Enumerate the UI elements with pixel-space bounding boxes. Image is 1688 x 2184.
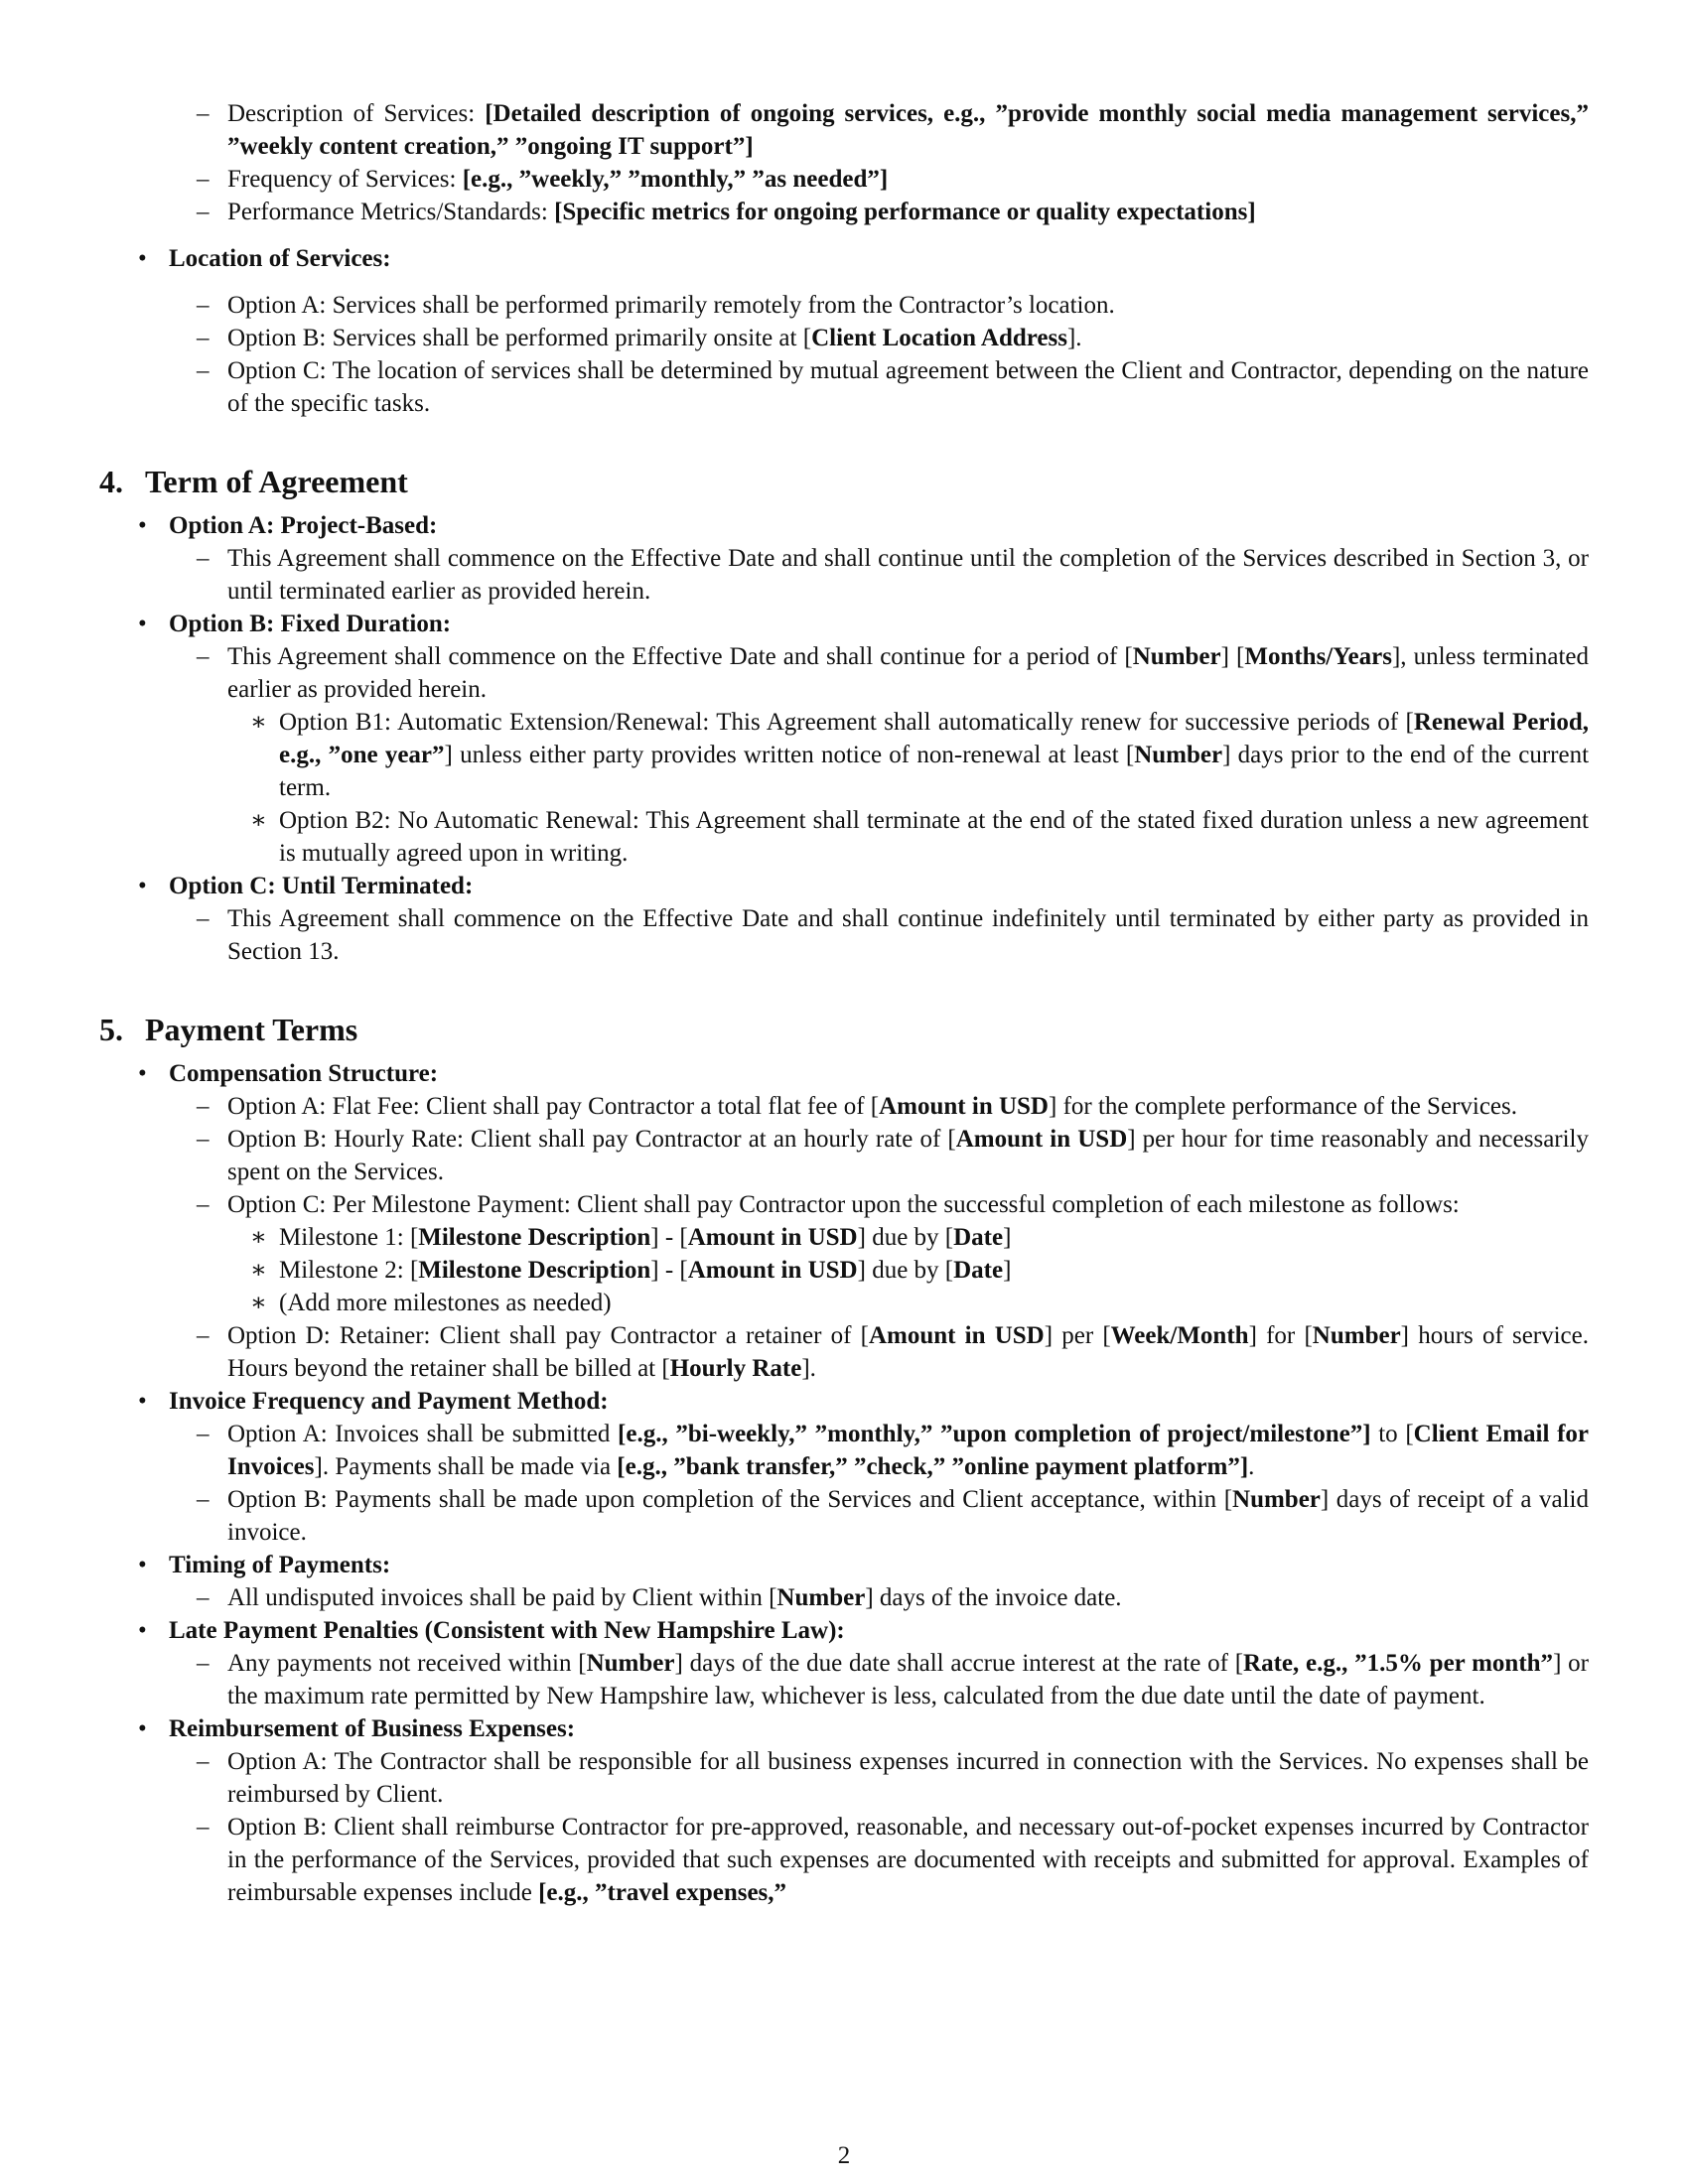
list-item: – Description of Services: [Detailed description of ongoing services, e.g., ”provide monthly social media management services,” ”weekly content creation,” ”ongoing IT support”] [99,97,1589,163]
list-item: – Option B: Hourly Rate: Client shall pay Contractor at an hourly rate of [Amount in USD] per hour for time reasonably and necessarily spent on the Services. [99,1123,1589,1188]
bullet-marker: • [138,611,147,637]
list-item: ∗ (Add more milestones as needed) [99,1287,1589,1319]
dash-marker: – [197,1486,210,1513]
dash-marker: – [197,905,210,932]
section-heading: 5. Payment Terms [99,1012,358,1047]
star-marker: ∗ [250,1257,267,1284]
star-marker: ∗ [250,1224,267,1251]
dash-marker: – [197,357,210,384]
dash-marker: – [197,545,210,572]
bullet-marker: • [138,245,147,272]
list-item: • Option B: Fixed Duration: [99,608,1589,640]
list-item: – Option C: The location of services shall be determined by mutual agreement between the Client and Contractor, depending on the nature of the specific tasks. [99,354,1589,420]
list-item: – Option A: Invoices shall be submitted [e.g., ”bi-weekly,” ”monthly,” ”upon completion of project/milestone”] to [Client Email for Invoices]. Payments shall be made via [e.g., ”bank transfer,” ”check,” ”online payment platform”]. [99,1418,1589,1483]
list-item: ∗ Milestone 1: [Milestone Description] - [Amount in USD] due by [Date] [99,1221,1589,1254]
section-heading: 4. Term of Agreement [99,464,408,499]
list-item: ∗ Option B1: Automatic Extension/Renewal: This Agreement shall automatically renew for successive periods of [Renewal Period, e.g., ”one year”] unless either party provides written notice of non-renewal at least [Number] days prior to the end of the current term. [99,706,1589,804]
list-item: – Option A: Flat Fee: Client shall pay Contractor a total flat fee of [Amount in USD] for the complete performance of the Services. [99,1090,1589,1123]
list-item: – All undisputed invoices shall be paid by Client within [Number] days of the invoice date. [99,1581,1589,1614]
bullet-marker: • [138,873,147,899]
list-item: ∗ Option B2: No Automatic Renewal: This Agreement shall terminate at the end of the stated fixed duration unless a new agreement is mutually agreed upon in writing. [99,804,1589,870]
star-marker: ∗ [250,807,267,834]
list-item: – This Agreement shall commence on the Effective Date and shall continue for a period of [Number] [Months/Years], unless terminated earlier as provided herein. [99,640,1589,706]
list-item: • Late Payment Penalties (Consistent with New Hampshire Law): [99,1614,1589,1647]
dash-marker: – [197,1126,210,1153]
list-item: • Timing of Payments: [99,1549,1589,1581]
list-item: • Invoice Frequency and Payment Method: [99,1385,1589,1418]
dash-marker: – [197,292,210,319]
list-item: – Option A: The Contractor shall be responsible for all business expenses incurred in connection with the Services. No expenses shall be reimbursed by Client. [99,1745,1589,1811]
bullet-marker: • [138,1715,147,1742]
list-item: • Option A: Project-Based: [99,509,1589,542]
bullet-marker: • [138,512,147,539]
list-item: – Option A: Services shall be performed primarily remotely from the Contractor’s location. [99,289,1589,322]
dash-marker: – [197,1093,210,1120]
dash-marker: – [197,325,210,351]
list-item: • Option C: Until Terminated: [99,870,1589,902]
dash-marker: – [197,643,210,670]
dash-marker: – [197,166,210,193]
list-item: ∗ Milestone 2: [Milestone Description] - [Amount in USD] due by [Date] [99,1254,1589,1287]
bullet-marker: • [138,1388,147,1415]
dash-marker: – [197,100,210,127]
list-item: • Compensation Structure: [99,1057,1589,1090]
bullet-marker: • [138,1060,147,1087]
list-item: – Frequency of Services: [e.g., ”weekly,” ”monthly,” ”as needed”] [99,163,1589,196]
page-number: 2 [837,2142,851,2169]
star-marker: ∗ [250,1290,267,1316]
dash-marker: – [197,1421,210,1447]
list-item: – This Agreement shall commence on the Effective Date and shall continue indefinitely until terminated by either party as provided in Section 13. [99,902,1589,968]
dash-marker: – [197,1322,210,1349]
list-item: • Location of Services: [99,242,1589,275]
bullet-marker: • [138,1617,147,1644]
bullet-marker: • [138,1552,147,1578]
dash-marker: – [197,1814,210,1841]
list-item: – Option D: Retainer: Client shall pay Contractor a retainer of [Amount in USD] per [Week/Month] for [Number] hours of service. Hours beyond the retainer shall be billed at [Hourly Rate]. [99,1319,1589,1385]
star-marker: ∗ [250,709,267,736]
list-item: – This Agreement shall commence on the Effective Date and shall continue until the completion of the Services described in Section 3, or until terminated earlier as provided herein. [99,542,1589,608]
dash-marker: – [197,1191,210,1218]
dash-marker: – [197,1650,210,1677]
list-item: – Option B: Payments shall be made upon completion of the Services and Client acceptance, within [Number] days of receipt of a valid invoice. [99,1483,1589,1549]
list-item: – Option B: Client shall reimburse Contractor for pre-approved, reasonable, and necessary out-of-pocket expenses incurred by Contractor in the performance of the Services, provided that such expenses are documented with receipts and submitted for approval. Examples of reimbursable expenses include [e.g., ”travel expenses,” [99,1811,1589,1909]
document-body [99,97,1589,1909]
list-item: – Performance Metrics/Standards: [Specific metrics for ongoing performance or quality expectations] [99,196,1589,228]
dash-marker: – [197,1584,210,1611]
dash-marker: – [197,199,210,225]
list-item: – Option B: Services shall be performed primarily onsite at [Client Location Address]. [99,322,1589,354]
list-item: – Option C: Per Milestone Payment: Client shall pay Contractor upon the successful completion of each milestone as follows: [99,1188,1589,1221]
list-item: • Reimbursement of Business Expenses: [99,1712,1589,1745]
dash-marker: – [197,1748,210,1775]
list-item: – Any payments not received within [Number] days of the due date shall accrue interest at the rate of [Rate, e.g., ”1.5% per month”] or the maximum rate permitted by New Hampshire law, whichever is less, calculated from the due date until the date of payment. [99,1647,1589,1712]
